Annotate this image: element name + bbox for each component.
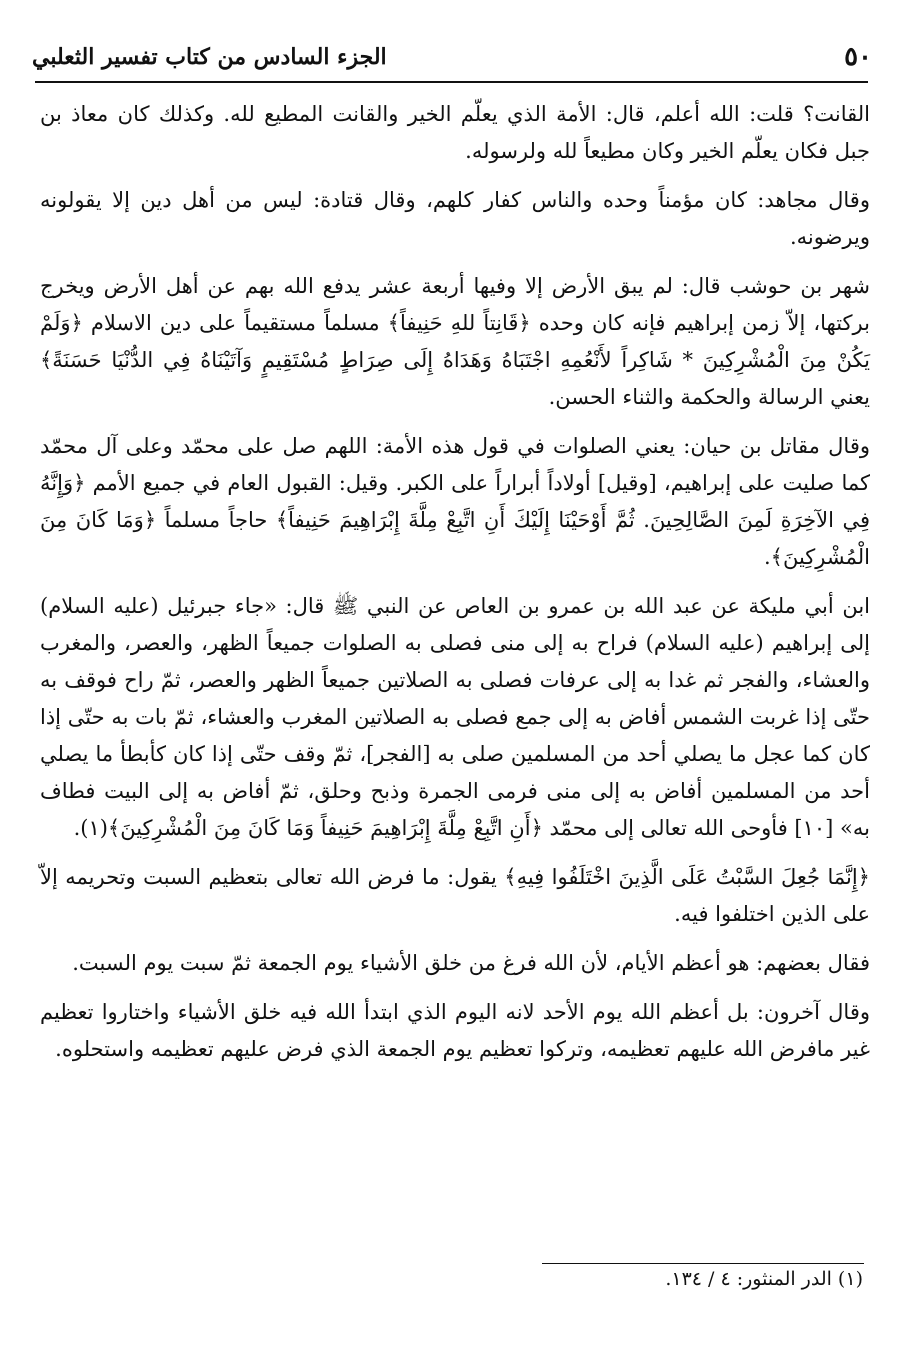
paragraph: ابن أبي مليكة عن عبد الله بن عمرو بن العاص عن النبي ﷺ قال: «جاء جبرئيل (عليه السلام) إلى إبراهيم (عليه السلام) فراح به إلى منى فصلى به الصلوات جميعاً الظهر، والعصر، والمغرب والعشاء، والفجر ثم غدا به إلى عرفات فصلى به الصلاتين جميعاً الظهر والعصر، ثمّ راح فوقف به حتّى إذا غربت الشمس أفاض به إلى جمع فصلى به الصلاتين المغرب والعشاء، ثمّ بات به حتّى إذا كان كما عجل ما يصلي أحد من المسلمين صلى به [الفجر]، ثمّ وقف حتّى إذا كان كأبطأ ما يصلي أحد من المسلمين أفاض به إلى منى فرمى الجمرة وذبح وحلق، ثمّ أفاض به إلى البيت فطاف به» [١٠] فأوحى الله تعالى إلى محمّد ﴿أَنِ اتَّبِعْ مِلَّةَ إِبْرَاهِيمَ حَنِيفاً وَمَا كَانَ مِنَ الْمُشْرِكِينَ﴾(١).	[40, 594, 870, 840]
page-header	[32, 42, 872, 82]
footnote: (١) الدر المنثور: ٤ / ١٣٤.	[665, 1268, 863, 1290]
paragraph: القانت؟ قلت: الله أعلم، قال: الأمة الذي يعلّم الخير والقانت المطيع لله. وكذلك كان معاذ بن جبل فكان يعلّم الخير وكان مطيعاً لله ولرسوله.	[40, 102, 870, 163]
paragraph: شهر بن حوشب قال: لم يبق الأرض إلا وفيها أربعة عشر يدفع الله بهم عن أهل الأرض ويخرج بركتها، إلاّ زمن إبراهيم فإنه كان وحده ﴿قَانِتاً للهِ حَنِيفاً﴾ مسلماً مستقيماً على دين الاسلام ﴿وَلَمْ يَكُنْ مِنَ الْمُشْرِكِينَ * شَاكِراً لأَنْعُمِهِ اجْتَبَاهُ وَهَدَاهُ إِلَى صِرَاطٍ مُسْتَقِيمٍ وَآتَيْنَاهُ فِي الدُّنْيَا حَسَنَةً﴾ يعني الرسالة والحكمة والثناء الحسن.	[40, 274, 870, 409]
footnote-divider	[542, 1263, 864, 1264]
paragraph: وقال مقاتل بن حيان: يعني الصلوات في قول هذه الأمة: اللهم صل على محمّد وعلى آل محمّد كما صليت على إبراهيم، [وقيل] أولاداً أبراراً على الكبر. وقيل: القبول العام في جميع الأمم ﴿وَإِنَّهُ فِي الآخِرَةِ لَمِنَ الصَّالِحِينَ. ثُمَّ أَوْحَيْنَا إِلَيْكَ أَنِ اتَّبِعْ مِلَّةَ إِبْرَاهِيمَ حَنِيفاً﴾ حاجاً مسلماً ﴿وَمَا كَانَ مِنَ الْمُشْرِكِينَ﴾.	[40, 434, 870, 569]
paragraph: وقال مجاهد: كان مؤمناً وحده والناس كفار كلهم، وقال قتادة: ليس من أهل دين إلا يقولونه ويرضونه.	[40, 188, 870, 249]
page-number: ٥٠	[844, 42, 872, 72]
main-text	[40, 96, 870, 1080]
header-divider	[35, 81, 868, 83]
paragraph: ﴿إِنَّمَا جُعِلَ السَّبْتُ عَلَى الَّذِينَ اخْتَلَفُوا فِيهِ﴾ يقول: ما فرض الله تعالى بتعظيم السبت وتحريمه إلاّ على الذين اختلفوا فيه.	[40, 865, 870, 926]
paragraph: فقال بعضهم: هو أعظم الأيام، لأن الله فرغ من خلق الأشياء يوم الجمعة ثمّ سبت يوم السبت.	[72, 951, 870, 975]
running-title: الجزء السادس من كتاب تفسير الثعلبي	[32, 44, 387, 70]
paragraph: وقال آخرون: بل أعظم الله يوم الأحد لانه اليوم الذي ابتدأ الله فيه خلق الأشياء واختاروا تعظيم غير مافرض الله عليهم تعظيمه، وتركوا تعظيم يوم الجمعة الذي فرض عليهم تعظيمه واستحلوه.	[40, 1000, 870, 1061]
